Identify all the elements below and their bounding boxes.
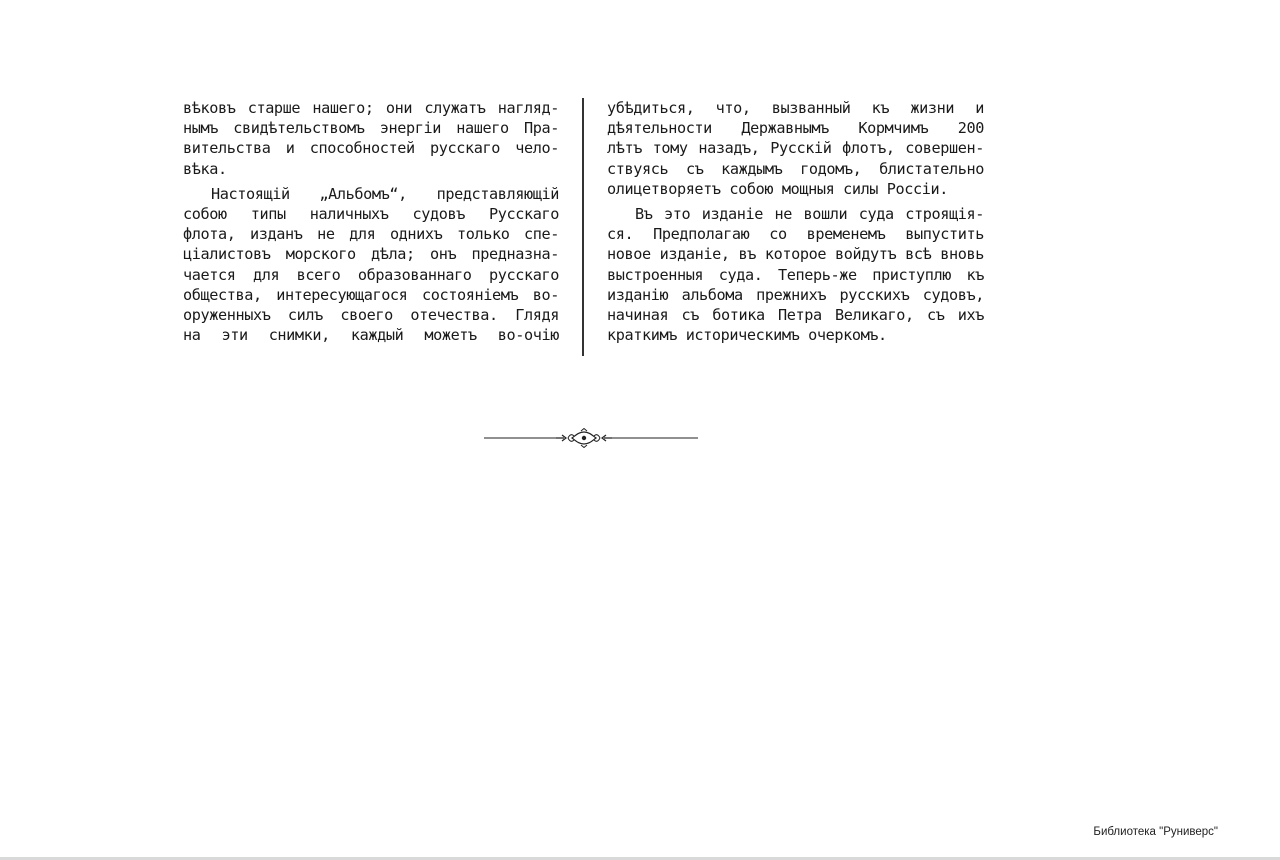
text-line: оруженныхъ силъ своего отечества. Глядя — [183, 305, 559, 324]
left-text-column — [183, 98, 559, 345]
right-text-column — [607, 98, 984, 345]
text-line: вѣка. — [183, 159, 227, 178]
left-paragraph-2 — [183, 184, 559, 346]
text-line: нымъ свидѣтельствомъ энергіи нашего Пра- — [183, 119, 559, 138]
text-line: ствуясь съ каждымъ годомъ, блистательно — [607, 159, 984, 178]
text-line: вительства и способностей русскаго чело- — [183, 139, 559, 158]
text-line: краткимъ историческимъ очеркомъ. — [607, 326, 887, 345]
text-line: олицетворяетъ собою мощныя силы Россіи. — [607, 179, 949, 198]
right-paragraph-2 — [607, 204, 984, 345]
column-divider — [582, 98, 584, 356]
text-line: ціалистовъ морского дѣла; онъ предназна- — [183, 245, 559, 264]
text-line: на эти снимки, каждый можетъ во-очію — [183, 326, 559, 345]
text-line: Въ это изданіе не вошли суда строящія- — [635, 204, 984, 223]
text-line: вѣковъ старше нашего; они служатъ нагляд- — [183, 99, 559, 117]
text-line: начиная съ ботика Петра Великаго, съ ихъ — [607, 305, 984, 324]
text-line: Настоящій „Альбомъ“, представляющій — [211, 184, 559, 203]
text-line: убѣдиться, что, вызванный къ жизни и — [607, 99, 984, 117]
text-line: новое изданіе, въ которое войдутъ всѣ вновь — [607, 245, 984, 264]
text-line: ся. Предполагаю со временемъ выпустить — [607, 225, 984, 244]
text-line: лѣтъ тому назадъ, Русскій флотъ, совершен- — [607, 139, 984, 158]
text-line: флота, изданъ не для однихъ только спе- — [183, 225, 559, 244]
right-paragraph-1 — [607, 98, 984, 199]
text-line: дѣятельности Державнымъ Кормчимъ 200 — [607, 119, 984, 138]
text-line: изданію альбома прежнихъ русскихъ судовъ, — [607, 285, 984, 304]
left-paragraph-1 — [183, 98, 559, 179]
text-line: выстроенныя суда. Теперь-же приступлю къ — [607, 265, 984, 284]
text-line: общества, интересующагося состояніемъ во- — [183, 285, 559, 304]
text-line: собою типы наличныхъ судовъ Русскаго — [183, 204, 559, 223]
footer-library-credit: Библиотека "Руниверс" — [1093, 826, 1218, 838]
text-line: чается для всего образованнаго русскаго — [183, 265, 559, 284]
fleuron-divider-icon — [484, 428, 698, 448]
